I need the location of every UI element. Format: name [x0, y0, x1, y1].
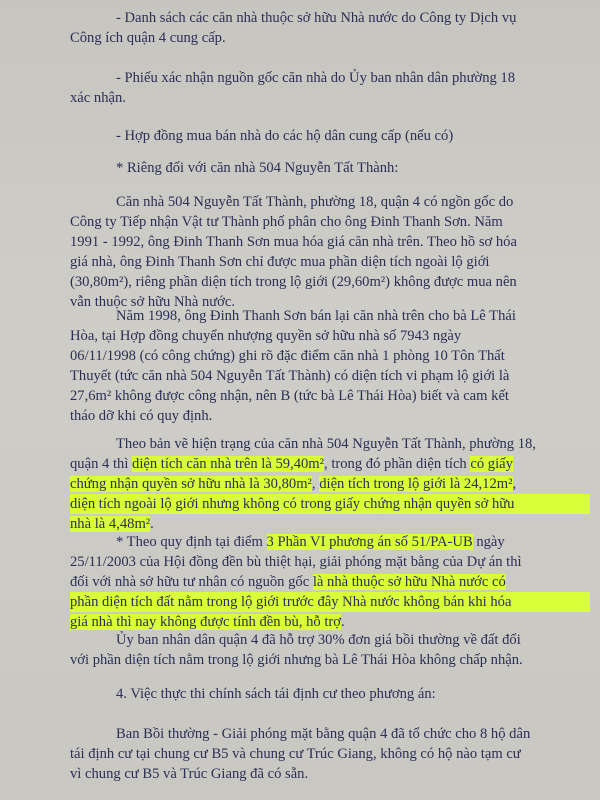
highlighted-text: chứng nhận quyền sở hữu nhà là 30,80m² [70, 476, 312, 492]
text-line: 1991 - 1992, ông Đinh Thanh Sơn mua hóa giá căn nhà trên. Theo hồ sơ hóa [70, 234, 517, 250]
highlighted-text: 3 Phần VI phương án số 51/PA-UB [266, 534, 473, 550]
paragraph-regulation [70, 532, 590, 632]
text-line [70, 474, 590, 494]
highlighted-text: là nhà thuộc sở hữu Nhà nước có [312, 574, 506, 590]
highlighted-text: diện tích ngoài lộ giới nhưng không có trong giấy chứng nhận quyền sở hữu [70, 494, 590, 514]
text-line: - Hợp đồng mua bán nhà do các hộ dân cung cấp (nếu có) [116, 128, 454, 144]
text-line: giá nhà, ông Đinh Thanh Sơn chỉ được mua phần diện tích ngoài lộ giới [70, 254, 490, 270]
text-line [70, 572, 590, 592]
text-line: Căn nhà 504 Nguyễn Tất Thành, phường 18, quận 4 có ngồn gốc do [116, 194, 514, 210]
paragraph-list-item-1 [70, 8, 590, 48]
text-line: Theo bản vẽ hiện trạng của căn nhà 504 Nguyễn Tất Thành, phường 18, [116, 436, 536, 452]
text-line: Năm 1998, ông Đinh Thanh Sơn bán lại căn nhà trên cho bà Lê Thái [116, 308, 516, 324]
text-line: Công ích quận 4 cung cấp. [70, 30, 226, 46]
paragraph-current-state [70, 434, 590, 534]
paragraph-support [70, 630, 590, 670]
text-span: . [150, 516, 154, 532]
text-line: với phần diện tích nằm trong lộ giới nhưng bà Lê Thái Hòa không chấp nhận. [70, 652, 523, 668]
highlighted-text: nhà là 4,48m² [70, 516, 151, 532]
text-line: Hòa, tại Hợp đồng chuyển nhượng quyền sở hữu nhà số 7943 ngày [70, 328, 462, 344]
paragraph-resettlement [70, 724, 590, 784]
text-line: Công ty Tiếp nhận Vật tư Thành phố phân cho ông Đinh Thanh Sơn. Năm [70, 214, 503, 230]
text-line: Thuyết (tức căn nhà 504 Nguyễn Tất Thành) có diện tích vi phạm lộ giới là [70, 368, 510, 384]
paragraph-origin [70, 192, 590, 312]
highlighted-text: diện tích trong lộ giới là 24,12m² [319, 476, 513, 492]
text-span: , [512, 476, 517, 492]
text-span: * Theo quy định tại điểm [116, 534, 267, 550]
text-line: 25/11/2003 của Hội đồng đền bù thiệt hại, giải phóng mặt bằng của Dự án thì [70, 554, 522, 570]
text-span: quận 4 thì [70, 456, 133, 472]
section-heading-504 [70, 158, 590, 178]
text-span: ngày [472, 534, 505, 550]
text-line [70, 532, 590, 552]
text-line: Ban Bồi thường - Giải phóng mặt bằng quận 4 đã tổ chức cho 8 hộ dân [116, 726, 531, 742]
text-span: , trong đó phần diện tích [324, 456, 471, 472]
paragraph-list-item-3 [70, 126, 590, 146]
paragraph-1998-sale [70, 306, 590, 426]
text-line: vẫn thuộc sở hữu Nhà nước. [70, 294, 235, 310]
text-line [70, 514, 590, 534]
text-line: tháo dỡ khi có quy định. [70, 408, 213, 424]
highlighted-text: có giấy [470, 456, 513, 472]
highlighted-text: phần diện tích đất nằm trong lộ giới trước đây Nhà nước không bán khi hóa [70, 592, 590, 612]
text-line: 27,6m² không được công nhận, nên B (tức bà Lê Thái Hòa) biết và cam kết [70, 388, 509, 404]
paragraph-list-item-2 [70, 68, 590, 108]
highlighted-text: diện tích căn nhà trên là 59,40m² [132, 456, 325, 472]
section-heading-resettlement [70, 684, 590, 704]
text-line: 4. Việc thực thi chính sách tái định cư theo phương án: [116, 686, 436, 702]
text-span: . [341, 614, 345, 630]
text-line: xác nhận. [70, 90, 126, 106]
text-span: , [311, 476, 320, 492]
text-span: đối với nhà sở hữu tư nhân có nguồn gốc [70, 574, 313, 590]
text-line: * Riêng đối với căn nhà 504 Nguyễn Tất Thành: [116, 160, 399, 176]
text-line: Ủy ban nhân dân quận 4 đã hỗ trợ 30% đơn giá bồi thường về đất đối [116, 632, 521, 648]
highlighted-text: giá nhà thì nay không được tính đền bù, hỗ trợ [70, 614, 341, 630]
text-line: - Danh sách các căn nhà thuộc sở hữu Nhà nước do Công ty Dịch vụ [116, 10, 517, 26]
text-line [70, 454, 590, 474]
text-line: - Phiếu xác nhận nguồn gốc căn nhà do Ủy ban nhân dân phường 18 [116, 70, 516, 86]
text-line: 06/11/1998 (có công chứng) ghi rõ đặc điểm căn nhà 1 phòng 10 Tôn Thất [70, 348, 505, 364]
text-line: (30,80m²), riêng phần diện tích trong lộ giới (29,60m²) không được mua nên [70, 274, 517, 290]
text-line: vì chung cư B5 và Trúc Giang đã có sẵn. [70, 766, 309, 782]
text-line [70, 612, 590, 632]
text-line: tái định cư tại chung cư B5 và chung cư Trúc Giang, không có hộ nào tạm cư [70, 746, 521, 762]
